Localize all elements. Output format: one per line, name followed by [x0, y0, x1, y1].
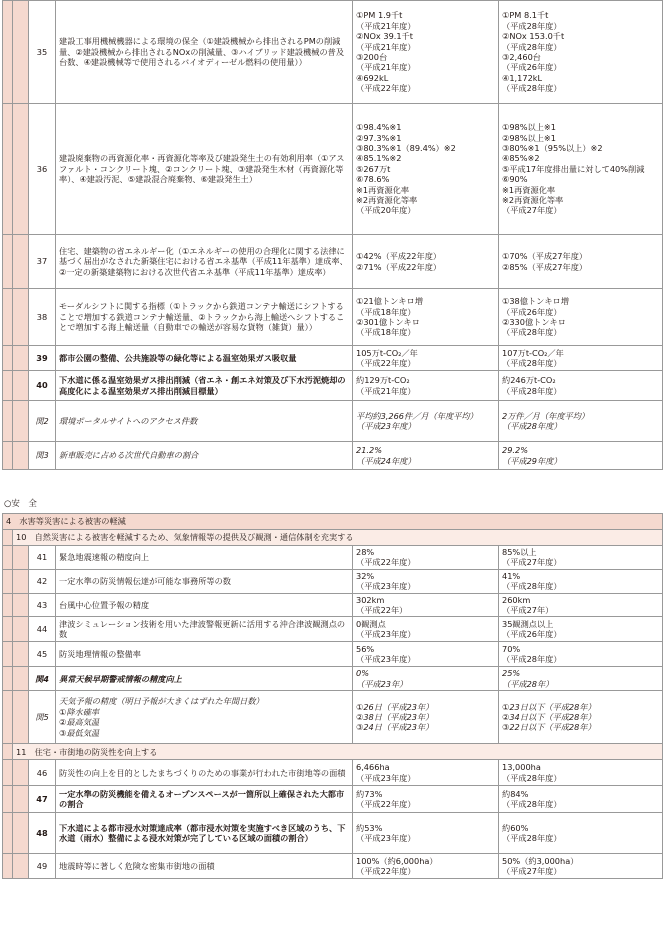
current-value: 56% （平成23年度） [353, 642, 499, 667]
indicator-description: 緊急地震速報の精度向上 [56, 546, 353, 570]
indicator-row [3, 104, 663, 235]
indicator-description: 地震時等に著しく危険な密集市街地の面積 [56, 854, 353, 879]
indicator-description: 環境ポータルサイトへのアクセス件数 [56, 401, 353, 442]
target-value: ①98%以上※1 ②98%以上※1 ③80%※1（95%以上）※2 ④85%※2 ⑤平成17年度排出量に対して40%削減 ⑥90% ※1再資源化率 ※2再資源化等率 （平成27年度） [499, 104, 663, 235]
indicator-row [3, 546, 663, 570]
indicator-row [3, 442, 663, 470]
indicator-row [3, 760, 663, 786]
indicator-row [3, 346, 663, 371]
indicator-number: 43 [29, 593, 56, 617]
indicator-description: 住宅、建築物の省エネルギー化（①エネルギーの使用の合理化に関する法律に基づく届出がなされた新築住宅における省エネ基準（平成11年基準）達成率、②一定の新築建築物における次世代省エネ基準（平成11年基準）達成率） [56, 235, 353, 289]
current-value: 100%（約6,000ha） （平成22年度） [353, 854, 499, 879]
indicator-description: 下水道による都市浸水対策達成率（都市浸水対策を実施すべき区域のうち、下水道（雨水）整備による浸水対策が完了している区域の面積の割合） [56, 813, 353, 854]
safety-indicator-table [2, 513, 663, 879]
indicator-description: 防災性の向上を目的としたまちづくりのための事業が行われた市街地等の面積 [56, 760, 353, 786]
indicator-number: 関4 [29, 667, 56, 691]
indicator-number: 47 [29, 786, 56, 813]
target-value: 29.2% （平成29年度） [499, 442, 663, 470]
current-value: 約53% （平成23年度） [353, 813, 499, 854]
target-value: 70% （平成28年度） [499, 642, 663, 667]
target-value: 約84% （平成28年度） [499, 786, 663, 813]
target-value: 約60% （平成28年度） [499, 813, 663, 854]
upper-indicator-table [2, 0, 663, 470]
indicator-row [3, 617, 663, 642]
indicator-description: 天気予報の精度（明日予報が大きくはずれた年間日数） ①降水確率 ②最高気温 ③最低気温 [56, 691, 353, 744]
indicator-row [3, 786, 663, 813]
subgoal-11-row [3, 744, 663, 760]
indicator-number: 42 [29, 569, 56, 593]
current-value: 302km （平成22年） [353, 593, 499, 617]
current-value: ①PM 1.9千t （平成21年度） ②NOx 39.1千t （平成21年度） ③200台 （平成21年度） ④692kL （平成22年度） [353, 1, 499, 104]
indicator-number: 49 [29, 854, 56, 879]
indicator-description: 防災地理情報の整備率 [56, 642, 353, 667]
target-value: 41% （平成28年度） [499, 569, 663, 593]
indicator-row [3, 593, 663, 617]
current-value: ①26日（平成23年） ②38日（平成23年） ③24日（平成23年） [353, 691, 499, 744]
target-value: 50%（約3,000ha） （平成27年度） [499, 854, 663, 879]
target-value: 約246万t-CO₂ （平成28年度） [499, 371, 663, 401]
goal-4-heading: 4 水害等災害による被害の軽減 [3, 514, 663, 530]
subgoal-10-heading: 10 自然災害による被害を軽減するため、気象情報等の提供及び観測・通信体制を充実する [13, 530, 663, 546]
current-value: ①21億トンキロ増 （平成18年度） ②301億トンキロ （平成18年度） [353, 289, 499, 346]
indicator-row [3, 371, 663, 401]
target-value: 2万件／月（年度平均） （平成28年度） [499, 401, 663, 442]
indicator-row [3, 813, 663, 854]
indicator-number: 35 [29, 1, 56, 104]
indicator-description: 津波シミュレーション技術を用いた津波警報更新に活用する沖合津波観測点の数 [56, 617, 353, 642]
indicator-description: 一定水準の防災情報伝達が可能な事務所等の数 [56, 569, 353, 593]
indicator-row [3, 569, 663, 593]
indicator-number: 36 [29, 104, 56, 235]
indicator-number: 関2 [29, 401, 56, 442]
indicator-row [3, 667, 663, 691]
current-value: 約129万t-CO₂ （平成21年度） [353, 371, 499, 401]
subgoal-11-heading: 11 住宅・市街地の防災性を向上する [13, 744, 663, 760]
current-value: 105万t-CO₂／年 （平成22年度） [353, 346, 499, 371]
indicator-row [3, 642, 663, 667]
current-value: 約73% （平成22年度） [353, 786, 499, 813]
goal-4-row [3, 514, 663, 530]
indicator-row [3, 691, 663, 744]
indicator-number: 39 [29, 346, 56, 371]
indicator-number: 41 [29, 546, 56, 570]
indicator-number: 関5 [29, 691, 56, 744]
target-value: 85%以上 （平成27年度） [499, 546, 663, 570]
indicator-number: 37 [29, 235, 56, 289]
current-value: 0% （平成23年） [353, 667, 499, 691]
target-value: 107万t-CO₂／年 （平成28年度） [499, 346, 663, 371]
target-value: ①PM 8.1千t （平成28年度） ②NOx 153.0千t （平成28年度） ③2,460台 （平成26年度） ④1,172kL （平成28年度） [499, 1, 663, 104]
indicator-number: 45 [29, 642, 56, 667]
indicator-description: 新車販売に占める次世代自動車の割合 [56, 442, 353, 470]
current-value: 28% （平成22年度） [353, 546, 499, 570]
indicator-description: 台風中心位置予報の精度 [56, 593, 353, 617]
target-value: ①70%（平成27年度） ②85%（平成27年度） [499, 235, 663, 289]
target-value: ①38億トンキロ増 （平成26年度） ②330億トンキロ （平成28年度） [499, 289, 663, 346]
indicator-number: 48 [29, 813, 56, 854]
indicator-description: モーダルシフトに関する指標（①トラックから鉄道コンテナ輸送にシフトすることで増加する鉄道コンテナ輸送量、②トラックから海上輸送へシフトすることで増加する海上輸送量（自動車での輸送が容易な貨物（雑貨）量）） [56, 289, 353, 346]
indicator-row [3, 854, 663, 879]
target-value: ①23日以下（平成28年） ②34日以下（平成28年） ③22日以下（平成28年） [499, 691, 663, 744]
target-value: 25% （平成28年） [499, 667, 663, 691]
indicator-description: 下水道に係る温室効果ガス排出削減（省エネ・創エネ対策及び下水汚泥焼却の高度化による温室効果ガス排出削減目標量） [56, 371, 353, 401]
indicator-description: 一定水準の防災機能を備えるオープンスペースが一箇所以上確保された大都市の割合 [56, 786, 353, 813]
current-value: ①98.4%※1 ②97.3%※1 ③80.3%※1（89.4%）※2 ④85.1%※2 ⑤267万t ⑥78.6% ※1再資源化率 ※2再資源化等率 （平成20年度） [353, 104, 499, 235]
current-value: ①42%（平成22年度） ②71%（平成22年度） [353, 235, 499, 289]
current-value: 6,466ha （平成23年度） [353, 760, 499, 786]
target-value: 260km （平成27年） [499, 593, 663, 617]
indicator-number: 46 [29, 760, 56, 786]
indicator-row [3, 235, 663, 289]
indicator-description: 建設廃棄物の再資源化率・再資源化等率及び建設発生土の有効利用率（①アスファルト・コンクリート塊、②コンクリート塊、③建設発生木材（再資源化等率）、④建設汚泥、⑤建設混合廃棄物、⑥建設発生土） [56, 104, 353, 235]
current-value: 21.2% （平成24年度） [353, 442, 499, 470]
indicator-row [3, 289, 663, 346]
indicator-number: 38 [29, 289, 56, 346]
indicator-number: 関3 [29, 442, 56, 470]
current-value: 0観測点 （平成23年度） [353, 617, 499, 642]
indicator-description: 都市公園の整備、公共施設等の緑化等による温室効果ガス吸収量 [56, 346, 353, 371]
indicator-row [3, 1, 663, 104]
indicator-row [3, 401, 663, 442]
current-value: 32% （平成23年度） [353, 569, 499, 593]
safety-heading: ○安 全 [4, 499, 37, 509]
indicator-number: 40 [29, 371, 56, 401]
indicator-description: 異常天候早期警戒情報の精度向上 [56, 667, 353, 691]
current-value: 平均約3,266件／月（年度平均） （平成23年度） [353, 401, 499, 442]
subgoal-10-row [3, 530, 663, 546]
indicator-number: 44 [29, 617, 56, 642]
indicator-description: 建設工事用機械機器による環境の保全（①建設機械から排出されるPMの削減量、②建設機械から排出されるNOxの削減量、③ハイブリッド建設機械の普及台数、④建設機械等で使用されるバイオディーゼル燃料の使用量）） [56, 1, 353, 104]
target-value: 13,000ha （平成28年度） [499, 760, 663, 786]
target-value: 35観測点以上 （平成26年度） [499, 617, 663, 642]
